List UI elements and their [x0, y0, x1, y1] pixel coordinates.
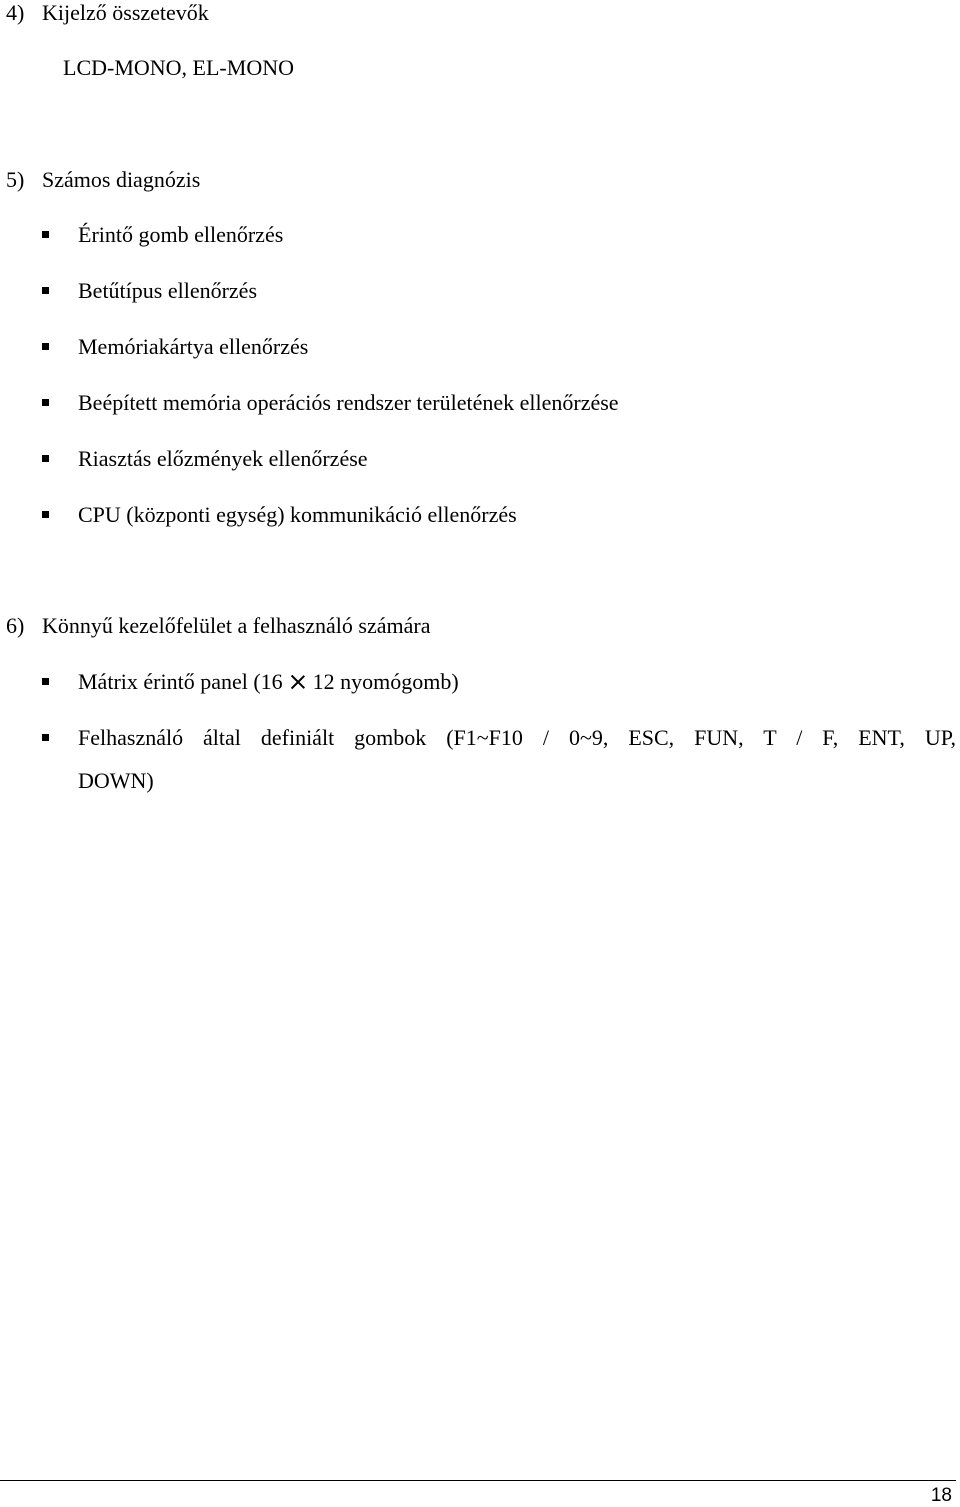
- section-4-heading: [6, 0, 209, 26]
- square-bullet-icon: [42, 399, 49, 406]
- multiplication-sign-icon: [289, 673, 307, 691]
- section-5-title: Számos diagnózis: [42, 167, 201, 192]
- section-6-number: 6): [6, 613, 25, 638]
- list-item-text: Betűtípus ellenőrzés: [78, 278, 258, 303]
- section-5-heading: [6, 167, 200, 193]
- square-bullet-icon: [42, 734, 49, 741]
- list-item-text: Riasztás előzmények ellenőrzése: [78, 446, 368, 471]
- section-5-number: 5): [6, 167, 25, 192]
- list-item-text: Memóriakártya ellenőrzés: [78, 334, 309, 359]
- square-bullet-icon: [42, 455, 49, 462]
- list-item-text: Érintő gomb ellenőrzés: [78, 222, 284, 247]
- page-number: 18: [930, 1485, 952, 1506]
- section-4-title: Kijelző összetevők: [42, 0, 209, 25]
- matrix-prefix: Mátrix érintő panel (16: [78, 669, 283, 694]
- square-bullet-icon: [42, 678, 49, 685]
- square-bullet-icon: [42, 287, 49, 294]
- list-item-text: Felhasználó által definiált gombok (F1~F10 / 0~9, ESC, FUN, T / F, ENT, UP,: [78, 725, 956, 750]
- square-bullet-icon: [42, 511, 49, 518]
- section-6-heading: [6, 613, 430, 639]
- matrix-suffix: 12 nyomógomb): [312, 669, 459, 694]
- list-item-text: Beépített memória operációs rendszer területének ellenőrzése: [78, 390, 619, 415]
- square-bullet-icon: [42, 343, 49, 350]
- list-item-continuation: DOWN): [78, 768, 154, 793]
- list-item-text: CPU (központi egység) kommunikáció ellenőrzés: [78, 502, 517, 527]
- section-6-title: Könnyű kezelőfelület a felhasználó számára: [42, 613, 431, 638]
- section-4-body: LCD-MONO, EL-MONO: [63, 55, 294, 80]
- section-4-number: 4): [6, 0, 25, 25]
- footer-divider: [0, 1480, 956, 1481]
- list-item-text: [78, 669, 459, 695]
- square-bullet-icon: [42, 231, 49, 238]
